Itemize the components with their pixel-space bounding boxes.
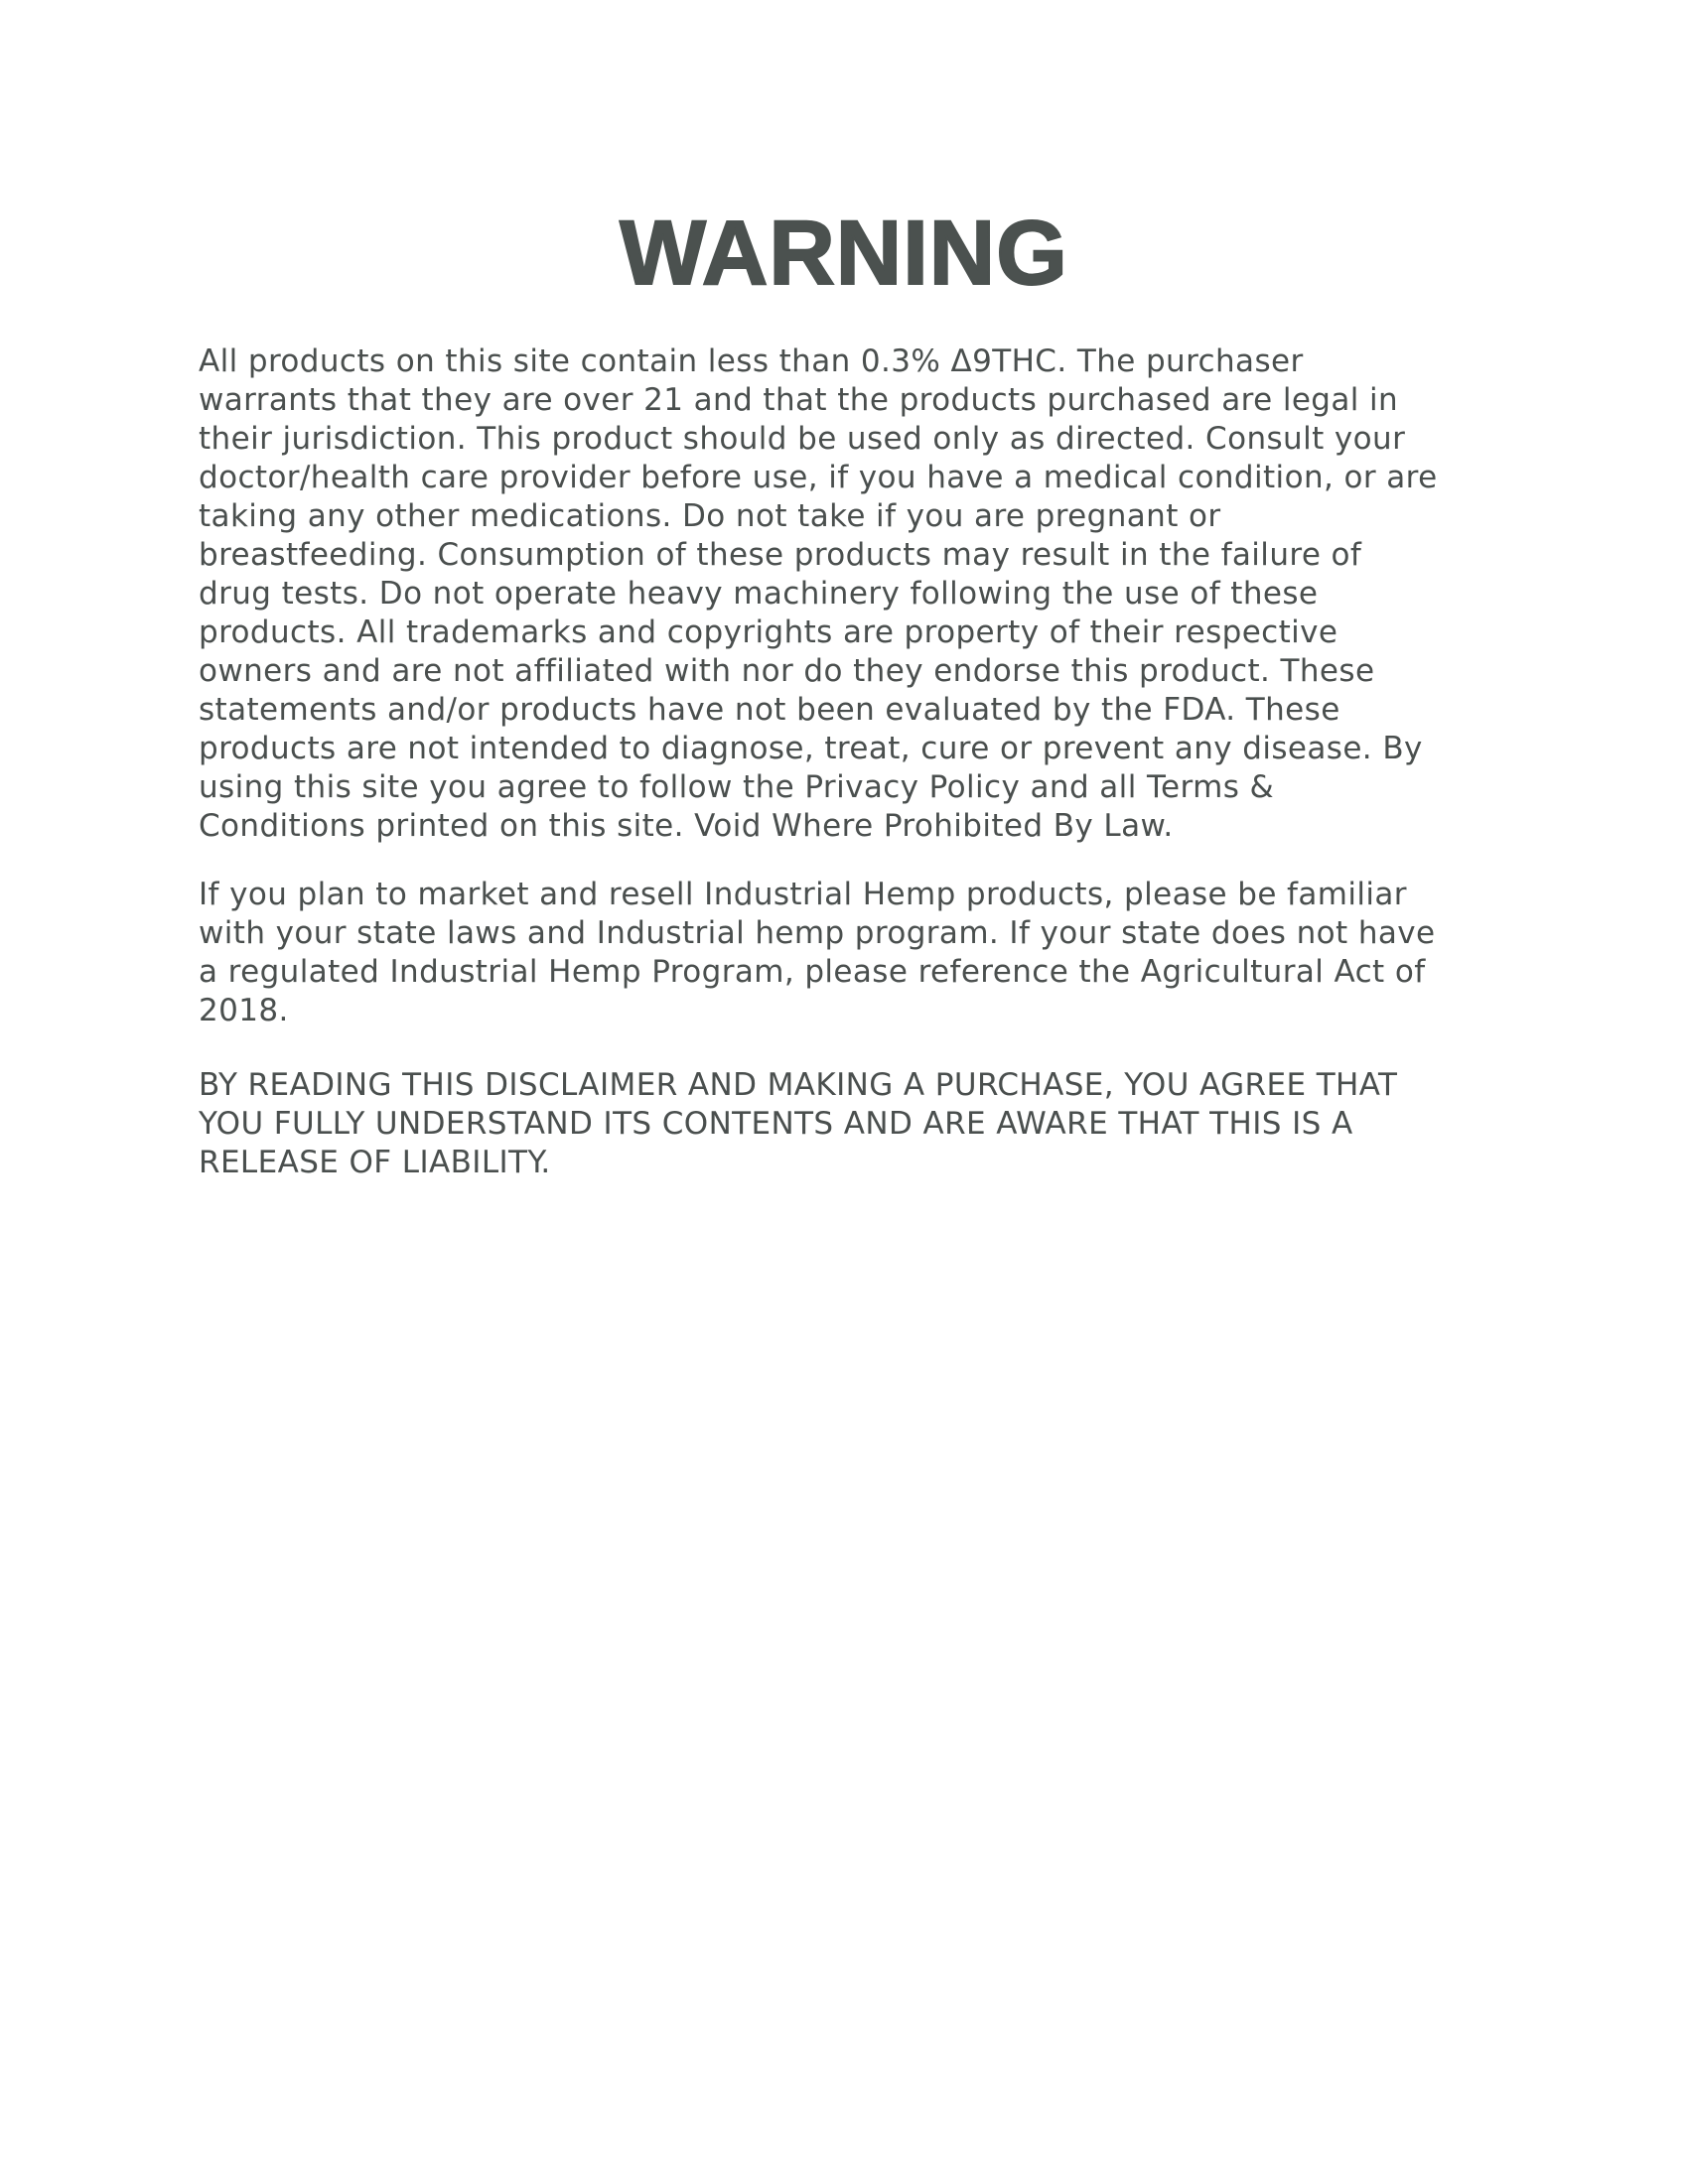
liability-release-paragraph: BY READING THIS DISCLAIMER AND MAKING A PURCHASE, YOU AGREE THAT YOU FULLY UNDERSTAND ITS CONTENTS AND ARE AWARE THAT THIS IS A RELEASE OF LIABILITY. <box>199 1067 1398 1180</box>
hemp-resale-paragraph: If you plan to market and resell Industrial Hemp products, please be familiar with your state laws and Industrial hemp program. If your state does not have a regulated Industrial Hemp Program, please reference the Agricultural Act of 2018. <box>199 877 1436 1028</box>
disclaimer-paragraph: All products on this site contain less than 0.3% Δ9THC. The purchaser warrants that they are over 21 and that the products purchased are legal in their jurisdiction. This product should be used only as directed. Consult your doctor/health care provider before use, if you have a medical condition, or are taking any other medications. Do not take if you are pregnant or breastfeeding. Consumption of these products may result in the failure of drug tests. Do not operate heavy machinery following the use of these products. All trademarks and copyrights are property of their respective owners and are not affiliated with nor do they endorse this product. These statements and/or products have not been evaluated by the FDA. These products are not intended to diagnose, treat, cure or prevent any disease. By using this site you agree to follow the Privacy Policy and all Terms & Conditions printed on this site. Void Where Prohibited By Law. <box>199 343 1438 844</box>
warning-title: WARNING <box>620 203 1068 304</box>
